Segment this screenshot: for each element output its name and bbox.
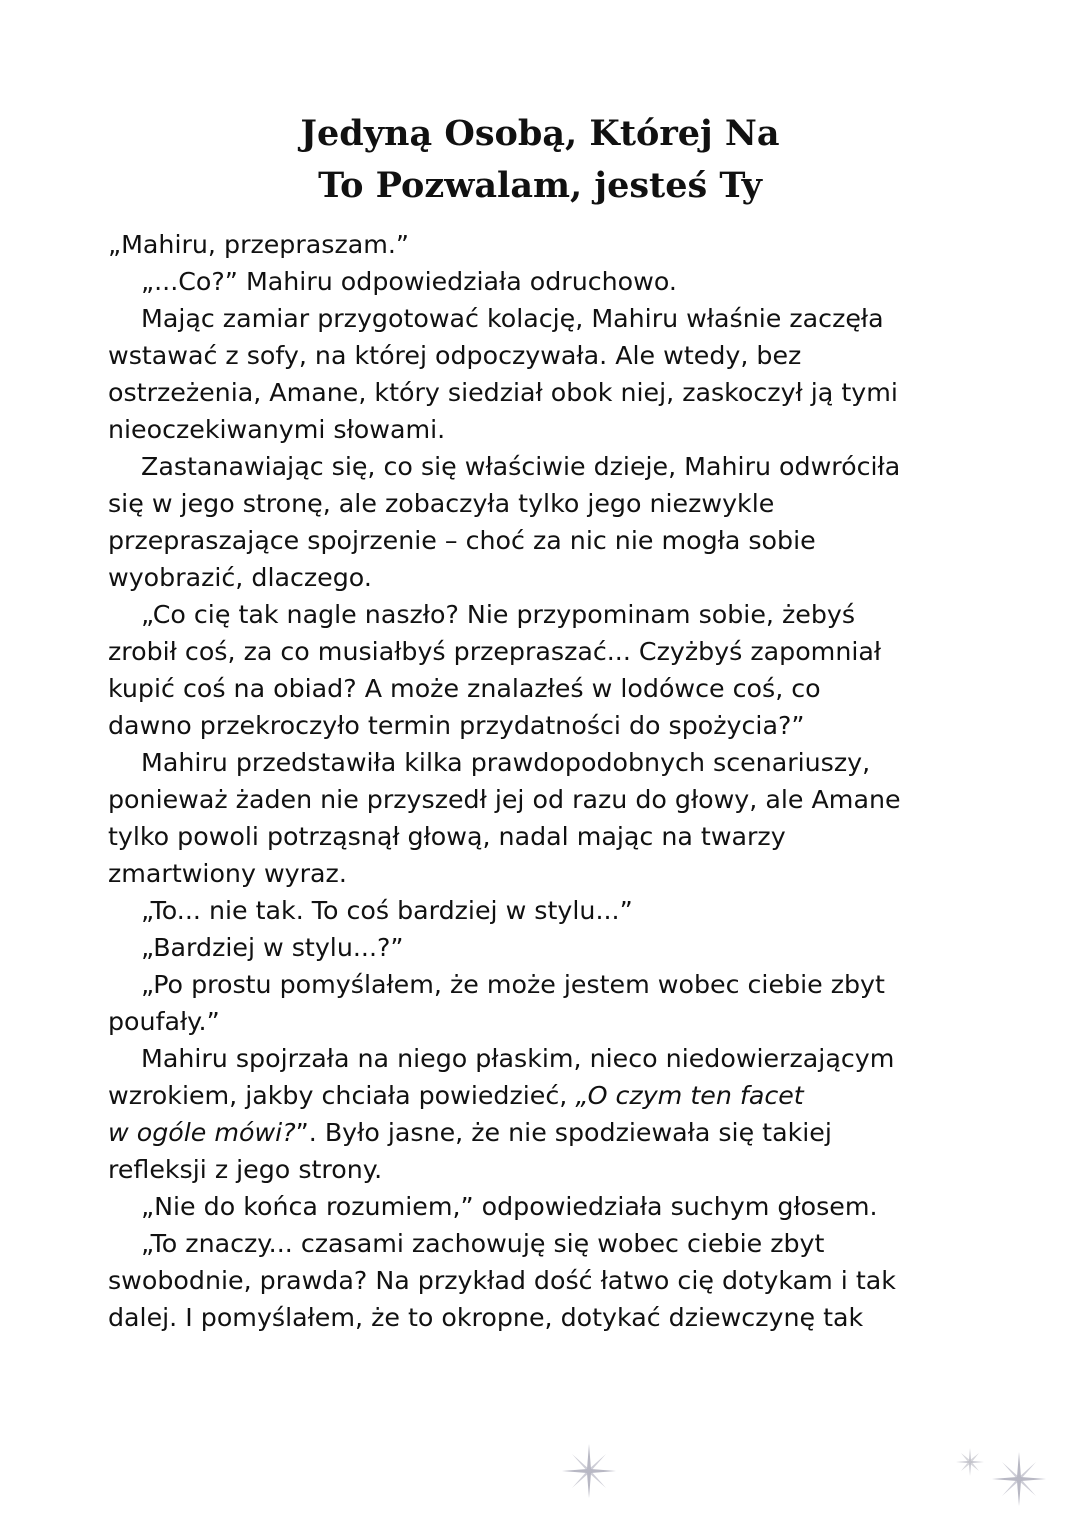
text-segment: „Co cię tak nagle naszło? Nie przypominam sobie, żebyś	[141, 600, 856, 629]
text-line	[108, 670, 988, 707]
sparkle-icon	[956, 1448, 984, 1476]
text-line	[108, 1262, 988, 1299]
body-text	[108, 226, 988, 1336]
text-segment: „...Co?” Mahiru odpowiedziała odruchowo.	[141, 267, 677, 296]
text-line	[108, 263, 988, 300]
text-line	[108, 707, 988, 744]
text-segment: zrobił coś, za co musiałbyś przepraszać... Czyżbyś zapomniał	[108, 637, 882, 666]
text-line	[108, 633, 988, 670]
text-segment: ponieważ żaden nie przyszedł jej od razu do głowy, ale Amane	[108, 785, 901, 814]
text-line	[108, 744, 988, 781]
text-line	[108, 966, 988, 1003]
text-segment: wzrokiem, jakby chciała powiedzieć,	[108, 1081, 576, 1110]
italic-text-segment: „O czym ten facet	[575, 1081, 804, 1110]
text-segment: się w jego stronę, ale zobaczyła tylko jego niezwykle	[108, 489, 775, 518]
text-line	[108, 522, 988, 559]
text-line	[108, 1077, 988, 1114]
text-segment: dawno przekroczyło termin przydatności do spożycia?”	[108, 711, 805, 740]
text-segment: Mając zamiar przygotować kolację, Mahiru właśnie zaczęła	[141, 304, 884, 333]
text-segment: poufały.”	[108, 1007, 220, 1036]
text-segment: ”. Było jasne, że nie spodziewała się takiej	[295, 1118, 832, 1147]
page-title	[0, 108, 1080, 212]
text-line	[108, 374, 988, 411]
italic-text-segment: w ogóle mówi?	[108, 1118, 296, 1147]
text-segment: „Po prostu pomyślałem, że może jestem wobec ciebie zbyt	[141, 970, 885, 999]
page-title-line-1: Jedyną Osobą, Której Na	[300, 113, 780, 154]
text-segment: „Bardziej w stylu...?”	[141, 933, 404, 962]
text-segment: tylko powoli potrząsnął głową, nadal mając na twarzy	[108, 822, 786, 851]
text-line	[108, 300, 988, 337]
text-line	[108, 448, 988, 485]
text-segment: swobodnie, prawda? Na przykład dość łatwo cię dotykam i tak	[108, 1266, 896, 1295]
text-line	[108, 411, 988, 448]
text-segment: refleksji z jego strony.	[108, 1155, 383, 1184]
text-line	[108, 1040, 988, 1077]
text-line	[108, 1188, 988, 1225]
text-line	[108, 337, 988, 374]
page-title-line-2: To Pozwalam, jesteś Ty	[318, 165, 762, 206]
text-line	[108, 226, 988, 263]
text-segment: „Mahiru, przepraszam.”	[108, 230, 410, 259]
text-line	[108, 1299, 988, 1336]
text-segment: Mahiru przedstawiła kilka prawdopodobnych scenariuszy,	[141, 748, 871, 777]
text-segment: wyobrazić, dlaczego.	[108, 563, 372, 592]
sparkle-icon	[562, 1444, 616, 1498]
text-segment: przepraszające spojrzenie – choć za nic nie mogła sobie	[108, 526, 816, 555]
text-line	[108, 1225, 988, 1262]
text-segment: ostrzeżenia, Amane, który siedział obok niej, zaskoczył ją tymi	[108, 378, 898, 407]
text-segment: „To znaczy... czasami zachowuję się wobec ciebie zbyt	[141, 1229, 825, 1258]
text-segment: zmartwiony wyraz.	[108, 859, 347, 888]
text-line	[108, 559, 988, 596]
text-line	[108, 781, 988, 818]
text-line	[108, 929, 988, 966]
text-segment: nieoczekiwanymi słowami.	[108, 415, 446, 444]
text-line	[108, 1151, 988, 1188]
text-line	[108, 855, 988, 892]
text-segment: Zastanawiając się, co się właściwie dzieje, Mahiru odwróciła	[141, 452, 901, 481]
text-line	[108, 596, 988, 633]
text-segment: kupić coś na obiad? A może znalazłeś w lodówce coś, co	[108, 674, 821, 703]
text-segment: dalej. I pomyślałem, że to okropne, dotykać dziewczynę tak	[108, 1303, 864, 1332]
text-line	[108, 485, 988, 522]
sparkle-icon	[992, 1452, 1046, 1506]
text-line	[108, 892, 988, 929]
text-line	[108, 818, 988, 855]
text-line	[108, 1003, 988, 1040]
text-segment: wstawać z sofy, na której odpoczywała. Ale wtedy, bez	[108, 341, 802, 370]
text-segment: „Nie do końca rozumiem,” odpowiedziała suchym głosem.	[141, 1192, 878, 1221]
text-segment: „To... nie tak. To coś bardziej w stylu...”	[141, 896, 633, 925]
text-line	[108, 1114, 988, 1151]
text-segment: Mahiru spojrzała na niego płaskim, nieco niedowierzającym	[141, 1044, 895, 1073]
